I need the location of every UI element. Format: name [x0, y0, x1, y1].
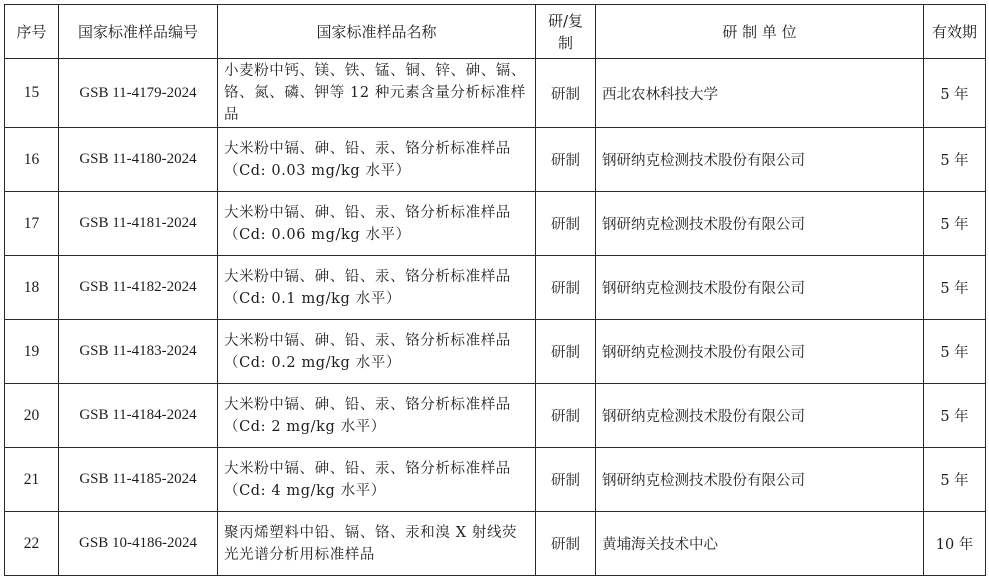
row-code: GSB 11-4182-2024: [59, 256, 218, 320]
row-validity: 5 年: [924, 256, 986, 320]
header-validity: 有效期: [924, 5, 986, 59]
row-code: GSB 11-4185-2024: [59, 448, 218, 512]
row-code: GSB 11-4179-2024: [59, 59, 218, 128]
row-name: 大米粉中镉、砷、铅、汞、铬分析标准样品（Cd: 0.06 mg/kg 水平）: [218, 192, 536, 256]
row-index: 17: [5, 192, 59, 256]
row-index: 15: [5, 59, 59, 128]
table-row: [5, 320, 986, 384]
row-unit: 钢研纳克检测技术股份有限公司: [596, 384, 924, 448]
row-unit: 钢研纳克检测技术股份有限公司: [596, 320, 924, 384]
row-name: 小麦粉中钙、镁、铁、锰、铜、锌、砷、镉、铬、氮、磷、钾等 12 种元素含量分析标准样品: [218, 59, 536, 128]
row-unit: 钢研纳克检测技术股份有限公司: [596, 128, 924, 192]
row-code: GSB 11-4183-2024: [59, 320, 218, 384]
row-name: 大米粉中镉、砷、铅、汞、铬分析标准样品（Cd: 0.03 mg/kg 水平）: [218, 128, 536, 192]
table-row: [5, 256, 986, 320]
row-mode: 研制: [536, 59, 596, 128]
row-mode: 研制: [536, 384, 596, 448]
row-index: 18: [5, 256, 59, 320]
header-code: 国家标准样品编号: [59, 5, 218, 59]
header-unit: 研 制 单 位: [596, 5, 924, 59]
table-row: [5, 384, 986, 448]
header-mode: 研/复制: [536, 5, 596, 59]
row-name: 大米粉中镉、砷、铅、汞、铬分析标准样品（Cd: 0.1 mg/kg 水平）: [218, 256, 536, 320]
table-row: [5, 448, 986, 512]
row-mode: 研制: [536, 512, 596, 576]
row-unit: 钢研纳克检测技术股份有限公司: [596, 256, 924, 320]
row-validity: 5 年: [924, 59, 986, 128]
row-index: 16: [5, 128, 59, 192]
row-mode: 研制: [536, 128, 596, 192]
standards-table: [4, 4, 986, 576]
row-unit: 钢研纳克检测技术股份有限公司: [596, 192, 924, 256]
table-row: [5, 512, 986, 576]
row-index: 20: [5, 384, 59, 448]
row-code: GSB 11-4180-2024: [59, 128, 218, 192]
row-name: 大米粉中镉、砷、铅、汞、铬分析标准样品（Cd: 4 mg/kg 水平）: [218, 448, 536, 512]
row-validity: 5 年: [924, 384, 986, 448]
row-code: GSB 11-4181-2024: [59, 192, 218, 256]
header-name: 国家标准样品名称: [218, 5, 536, 59]
row-validity: 5 年: [924, 192, 986, 256]
row-unit: 钢研纳克检测技术股份有限公司: [596, 448, 924, 512]
row-name: 聚丙烯塑料中铅、镉、铬、汞和溴 X 射线荧光光谱分析用标准样品: [218, 512, 536, 576]
table-row: [5, 128, 986, 192]
row-index: 22: [5, 512, 59, 576]
row-unit: 黄埔海关技术中心: [596, 512, 924, 576]
row-mode: 研制: [536, 320, 596, 384]
row-index: 19: [5, 320, 59, 384]
row-index: 21: [5, 448, 59, 512]
row-validity: 10 年: [924, 512, 986, 576]
table-row: [5, 192, 986, 256]
row-mode: 研制: [536, 256, 596, 320]
row-validity: 5 年: [924, 448, 986, 512]
row-validity: 5 年: [924, 320, 986, 384]
row-validity: 5 年: [924, 128, 986, 192]
row-mode: 研制: [536, 192, 596, 256]
row-name: 大米粉中镉、砷、铅、汞、铬分析标准样品（Cd: 2 mg/kg 水平）: [218, 384, 536, 448]
row-code: GSB 11-4184-2024: [59, 384, 218, 448]
table-row: [5, 59, 986, 128]
row-mode: 研制: [536, 448, 596, 512]
table-header-row: [5, 5, 986, 59]
row-unit: 西北农林科技大学: [596, 59, 924, 128]
row-code: GSB 10-4186-2024: [59, 512, 218, 576]
row-name: 大米粉中镉、砷、铅、汞、铬分析标准样品（Cd: 0.2 mg/kg 水平）: [218, 320, 536, 384]
header-index: 序号: [5, 5, 59, 59]
